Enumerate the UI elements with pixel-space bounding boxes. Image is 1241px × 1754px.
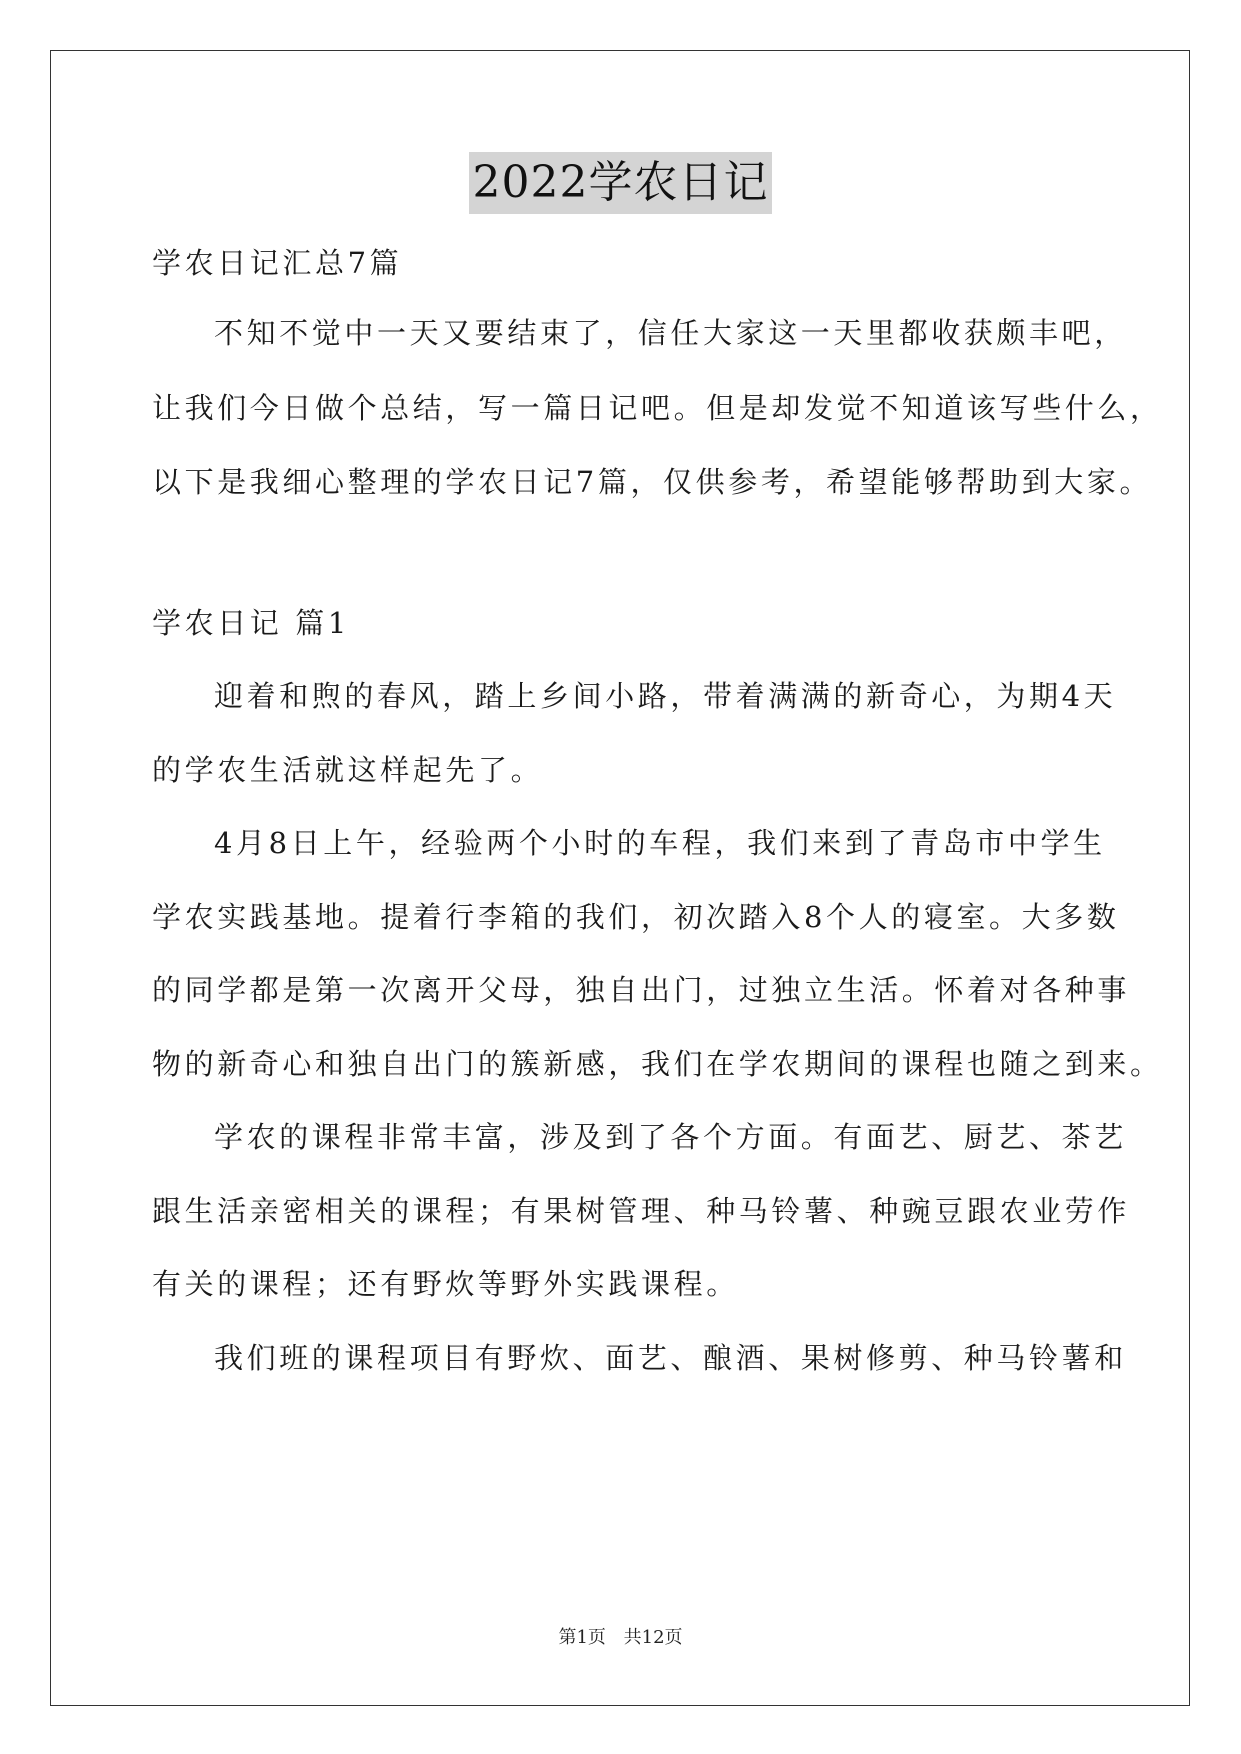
intro-line: 让我们今日做个总结，写一篇日记吧。但是却发觉不知道该写些什么， bbox=[152, 391, 1163, 425]
paragraph-line: 我们班的课程项目有野炊、面艺、酿酒、果树修剪、种马铃薯和 bbox=[214, 1341, 1127, 1375]
document-title: 2022学农日记 bbox=[469, 152, 773, 214]
paragraph-line: 学农实践基地。提着行李箱的我们，初次踏入8个人的寝室。大多数 bbox=[152, 900, 1120, 934]
paragraph-line: 学农的课程非常丰富，涉及到了各个方面。有面艺、厨艺、茶艺 bbox=[214, 1120, 1127, 1154]
paragraph-line: 有关的课程；还有野炊等野外实践课程。 bbox=[152, 1267, 739, 1301]
paragraph-line: 的同学都是第一次离开父母，独自出门，过独立生活。怀着对各种事 bbox=[152, 973, 1131, 1007]
paragraph-line: 物的新奇心和独自出门的簇新感，我们在学农期间的课程也随之到来。 bbox=[152, 1047, 1163, 1081]
title-container bbox=[0, 152, 1241, 214]
page-footer bbox=[0, 1626, 1241, 1650]
document-subtitle: 学农日记汇总7篇 bbox=[152, 246, 403, 280]
page-number: 第1页 bbox=[558, 1627, 606, 1648]
paragraph-line: 迎着和煦的春风，踏上乡间小路，带着满满的新奇心，为期4天 bbox=[214, 679, 1117, 713]
page-total: 共12页 bbox=[623, 1627, 683, 1648]
intro-line: 不知不觉中一天又要结束了，信任大家这一天里都收获颇丰吧， bbox=[214, 316, 1127, 350]
page-border bbox=[50, 50, 1190, 1706]
paragraph-line: 4月8日上午，经验两个小时的车程，我们来到了青岛市中学生 bbox=[214, 826, 1106, 860]
paragraph-line: 跟生活亲密相关的课程；有果树管理、种马铃薯、种豌豆跟农业劳作 bbox=[152, 1194, 1131, 1228]
intro-line: 以下是我细心整理的学农日记7篇，仅供参考，希望能够帮助到大家。 bbox=[152, 465, 1153, 499]
paragraph-line: 的学农生活就这样起先了。 bbox=[152, 753, 544, 787]
section-heading: 学农日记 篇1 bbox=[152, 606, 350, 640]
